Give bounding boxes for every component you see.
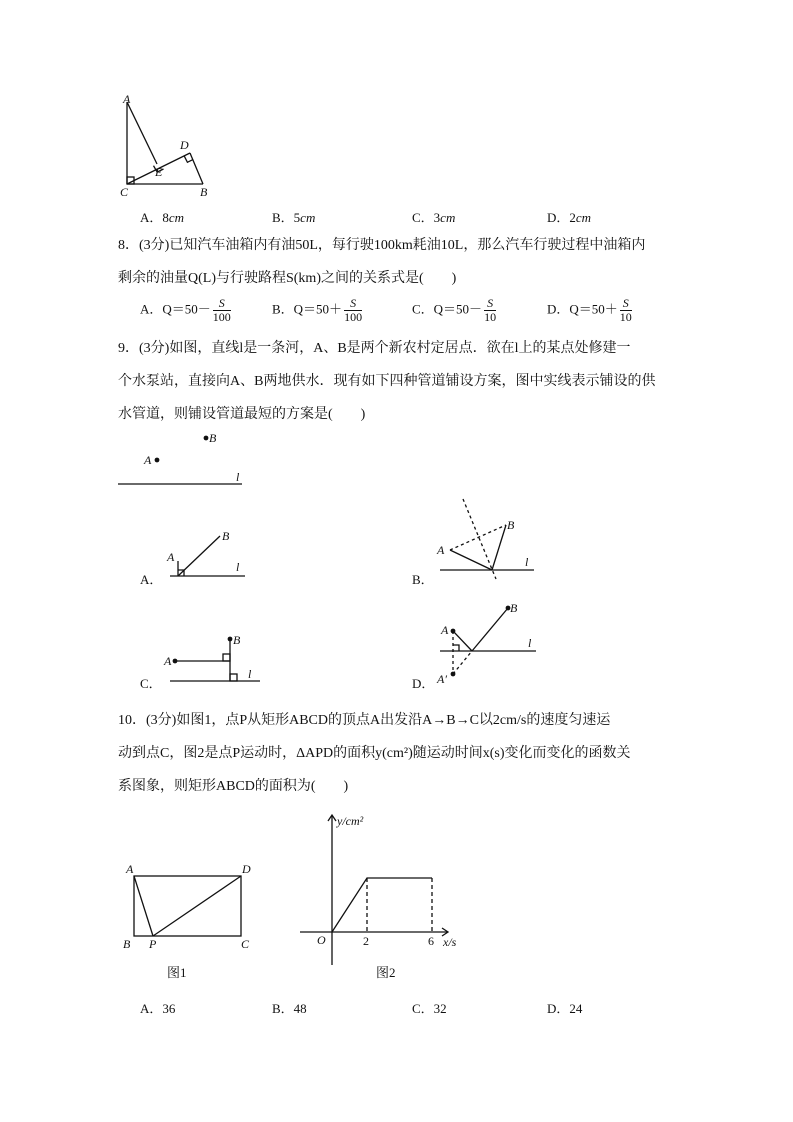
q9-option-a-figure [160, 525, 260, 583]
q9-question [118, 332, 666, 431]
q9-c-label-b: B [233, 633, 241, 647]
q10-option-a[interactable]: A．36 [140, 1001, 176, 1016]
q9-d-label-b: B [510, 601, 518, 615]
q9-a-label-a: A [167, 550, 175, 564]
q10-text-line1: 如图1，点P从矩形ABCD的顶点A出发沿A→B→C以2cm/s的速度匀速运 [176, 713, 611, 728]
q9-main-label-b: B [209, 431, 217, 445]
q10-fig1-label-p: P [149, 937, 157, 951]
q9-c-label-a: A [164, 654, 172, 668]
q10-number: 10．(3分) [118, 713, 177, 728]
q9-option-c-figure [160, 630, 270, 685]
q7-label-d: D [180, 138, 189, 152]
q10-text-line2: 动到点C，图2是点P运动时，ΔAPD的面积y(cm²)随运动时间x(s)变化而变化的函数关 [118, 746, 631, 761]
q9-option-b[interactable]: B． [412, 572, 434, 587]
q9-main-label-a: A [144, 453, 152, 467]
q10-fig2-tick-2: 2 [363, 934, 369, 948]
q9-b-label-l: l [525, 555, 529, 569]
q9-c-label-l: l [248, 667, 252, 681]
q10-fig1-label-a: A [126, 862, 134, 876]
q9-option-d[interactable]: D． [412, 676, 435, 691]
q7-option-a[interactable]: A．8cm [140, 210, 185, 225]
q10-fig2-x-label: x/s [443, 935, 457, 949]
q10-option-b[interactable]: B．48 [272, 1001, 307, 1016]
q7-option-c[interactable]: C．3cm [412, 210, 456, 225]
q7-label-c: C [120, 185, 129, 198]
q9-option-a[interactable]: A． [140, 572, 163, 587]
q10-text-line3: 系图象，则矩形ABCD的面积为( ) [118, 779, 349, 794]
q9-text-line2: 个水泵站，直接向A、B两地供水．现有如下四种管道铺设方案，图中实线表示铺设的供 [118, 374, 656, 389]
q9-a-label-b: B [222, 529, 230, 543]
q9-option-d-figure [432, 598, 547, 690]
q9-number: 9．(3分) [118, 341, 170, 356]
q7-figure [112, 92, 222, 198]
q9-d-label-l: l [528, 636, 532, 650]
q9-d-label-aprime: A′ [437, 672, 447, 686]
q7-label-e: E [155, 165, 163, 179]
q10-fig2-y-label: y/cm² [337, 814, 364, 828]
q10-fig1-label-b: B [123, 937, 131, 951]
q8-option-a[interactable]: A．Q＝50－ $\frac{S}{100}$ [140, 296, 231, 324]
q10-fig2-tick-6: 6 [428, 934, 434, 948]
q10-option-d[interactable]: D．24 [547, 1001, 583, 1016]
q10-option-c[interactable]: C．32 [412, 1001, 447, 1016]
q8-number: 8．(3分) [118, 238, 170, 253]
q10-question [118, 704, 666, 803]
q7-option-b[interactable]: B．5cm [272, 210, 316, 225]
q9-text-line1: 如图，直线l是一条河，A、B是两个新农村定居点．欲在l上的某点处修建一 [169, 341, 631, 356]
q9-text-line3: 水管道，则铺设管道最短的方案是( ) [118, 407, 366, 422]
q9-b-label-a: A [437, 543, 445, 557]
q9-d-label-a: A [441, 623, 449, 637]
q8-text-line1: 已知汽车油箱内有油50L，每行驶100km耗油10L，那么汽车行驶过程中油箱内 [169, 238, 646, 253]
q10-figure2 [295, 810, 475, 970]
q10-fig2-origin: O [317, 933, 326, 947]
q7-option-d[interactable]: D．2cm [547, 210, 592, 225]
q9-option-b-figure [430, 495, 545, 580]
q10-fig1-label-c: C [241, 937, 250, 951]
q9-a-label-l: l [236, 560, 240, 574]
q9-main-label-l: l [236, 470, 240, 484]
q9-b-label-b: B [507, 518, 515, 532]
q8-option-b[interactable]: B．Q＝50＋ $\frac{S}{100}$ [272, 296, 363, 324]
q10-fig1-caption: 图1 [167, 965, 187, 980]
q10-figure1 [118, 860, 258, 952]
q9-option-c[interactable]: C． [140, 676, 162, 691]
q8-option-c[interactable]: C．Q＝50－ $\frac{S}{10}$ [412, 296, 497, 324]
q9-main-figure [110, 425, 260, 490]
q10-fig2-caption: 图2 [376, 965, 396, 980]
q7-label-a: A [123, 92, 131, 106]
q7-label-b: B [200, 185, 208, 198]
q10-fig1-label-d: D [242, 862, 251, 876]
q8-option-d[interactable]: D．Q＝50＋ $\frac{S}{10}$ [547, 296, 632, 324]
q8-question [118, 229, 666, 295]
q8-text-line2: 剩余的油量Q(L)与行驶路程S(km)之间的关系式是( ) [118, 271, 457, 286]
